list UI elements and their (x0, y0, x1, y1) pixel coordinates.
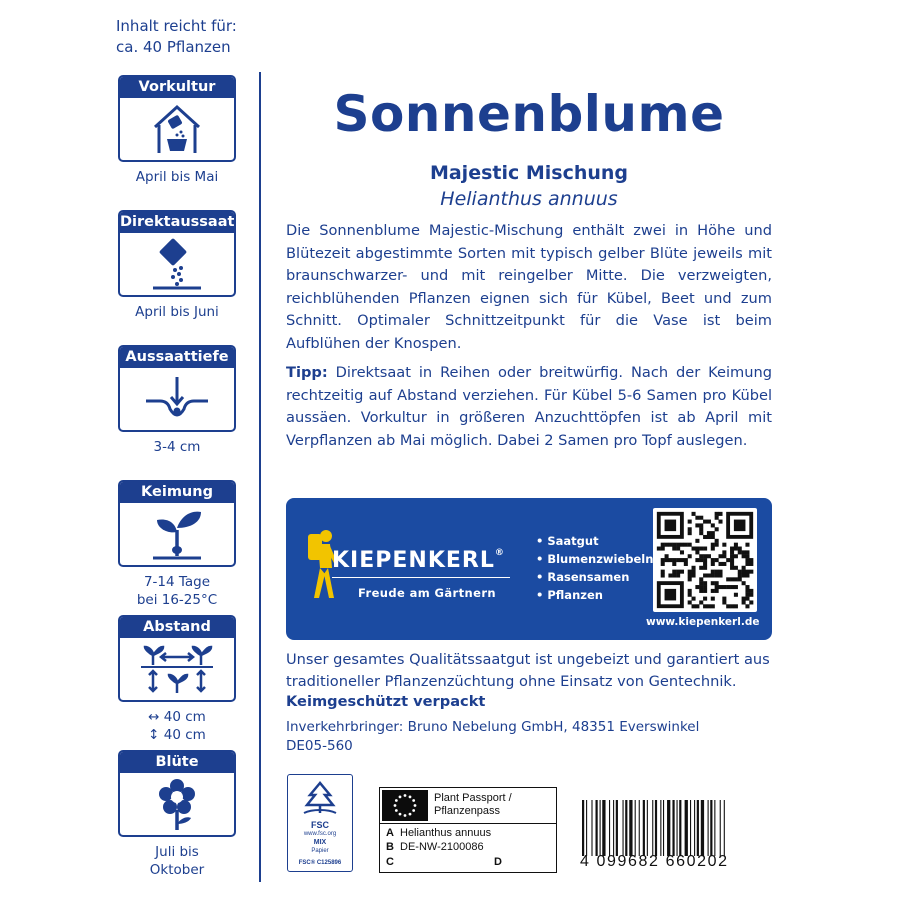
card-header: Vorkultur (120, 77, 234, 98)
card-caption: April bis Mai (135, 169, 219, 185)
yield-info (116, 16, 238, 58)
fsc-tree-icon (288, 779, 352, 820)
card-header: Direktaussaat (120, 212, 234, 233)
card-bluete (118, 750, 236, 879)
flower-icon (120, 773, 234, 835)
eu-flag-icon (382, 790, 428, 821)
plant-passport (379, 787, 557, 873)
fsc-label (287, 774, 353, 872)
yield-line-1: Inhalt reicht für: (116, 17, 237, 35)
card-header: Blüte (120, 752, 234, 773)
tip-label: Tipp: (286, 364, 328, 381)
fsc-web: www.fsc.org (303, 831, 337, 837)
passport-row-c: C (386, 856, 394, 868)
packaging-note: Keimgeschützt verpackt (286, 693, 486, 710)
card-direktaussaat (118, 210, 236, 321)
distributor-line-1: Inverkehrbringer: Bruno Nebelung GmbH, 48351 Everswinkel (286, 719, 700, 735)
card-caption-2: bei 16-25°C (136, 592, 218, 608)
card-caption: April bis Juni (135, 304, 219, 320)
sowing-depth-icon (120, 368, 234, 430)
passport-row-d: D (494, 856, 502, 868)
logo-divider (332, 577, 510, 578)
card-keimung (118, 480, 236, 609)
greenhouse-pot-icon (120, 98, 234, 160)
seed-bag-sowing-icon (120, 233, 234, 295)
card-abstand (118, 615, 236, 744)
card-caption-2: Oktober (149, 862, 205, 878)
list-item: • Blumenzwiebeln (536, 552, 654, 566)
brand-logo: KIEPENKERL® (332, 548, 505, 573)
brand-banner (286, 498, 772, 640)
card-header: Abstand (120, 617, 234, 638)
fsc-name: FSC (311, 820, 329, 830)
card-caption-2: ↕ 40 cm (148, 727, 206, 743)
list-item: • Pflanzen (536, 588, 603, 602)
qr-code-icon[interactable] (653, 508, 757, 612)
fsc-code: FSC® C125896 (298, 860, 342, 866)
barcode-number: 4 099682 660202 (580, 853, 729, 870)
description: Die Sonnenblume Majestic-Mischung enthält zwei in Höhe und Blütezeit abgestimmte Sorten mit typisch gelber Blüte jeweils mit braunschwarzer- und mit reingelber Mitte. Die verzweigten, reichblühenden Pflanzen eignen sich für Kübel, Beet und zum Schnitt. Optimaler Schnittzeitpunkt für die Vase ist beim Aufblühen der Knospen. (286, 222, 772, 352)
product-title: Sonnenblume (333, 85, 725, 143)
yield-line-2: ca. 40 Pflanzen (116, 38, 231, 56)
seedling-icon (120, 503, 234, 565)
list-item: • Rasensamen (536, 570, 630, 584)
brand-tagline: Freude am Gärtnern (358, 586, 496, 600)
product-subtitle: Majestic Mischung (429, 162, 629, 184)
card-header: Keimung (120, 482, 234, 503)
card-vorkultur (118, 75, 236, 186)
column-divider (259, 72, 261, 882)
fsc-mix: MIX (313, 839, 327, 846)
tip-paragraph (286, 362, 772, 452)
passport-row-a: A Helianthus annuus (386, 827, 492, 839)
card-caption: Juli bis (155, 844, 199, 860)
card-caption: 3-4 cm (153, 439, 201, 455)
fsc-papier: Papier (311, 848, 329, 854)
brand-offerings (536, 532, 653, 604)
botanical-name: Helianthus annuus (440, 188, 618, 210)
plant-spacing-icon (120, 638, 234, 700)
distributor-info (286, 718, 699, 756)
distributor-line-2: DE05-560 (286, 738, 353, 754)
list-item: • Saatgut (536, 534, 599, 548)
card-header: Aussaattiefe (120, 347, 234, 368)
card-caption: ↔ 40 cm (148, 709, 206, 725)
tip-text: Direktsaat in Reihen oder breitwürfig. Nach der Keimung rechtzeitig auf Abstand verziehen. Für Kübel 5-6 Samen pro Kübel aussäen. Vorkultur in größeren Anzuchttöpfen ist ab April mit Verpflanzen ab Mai möglich. Dabei 2 Samen pro Topf auslegen. (286, 364, 773, 449)
passport-row-b: B DE-NW-2100086 (386, 841, 484, 853)
passport-title: Plant Passport / Pflanzenpass (434, 792, 512, 817)
passport-divider (380, 823, 556, 824)
barcode (580, 800, 770, 856)
brand-website-link[interactable]: www.kiepenkerl.de (646, 616, 760, 628)
card-aussaattiefe (118, 345, 236, 456)
card-caption: 7-14 Tage (143, 574, 211, 590)
quality-statement: Unser gesamtes Qualitätssaatgut ist ungebeizt und garantiert aus traditioneller Pflanzenzüchtung ohne Einsatz von Gentechnik. (286, 651, 770, 690)
